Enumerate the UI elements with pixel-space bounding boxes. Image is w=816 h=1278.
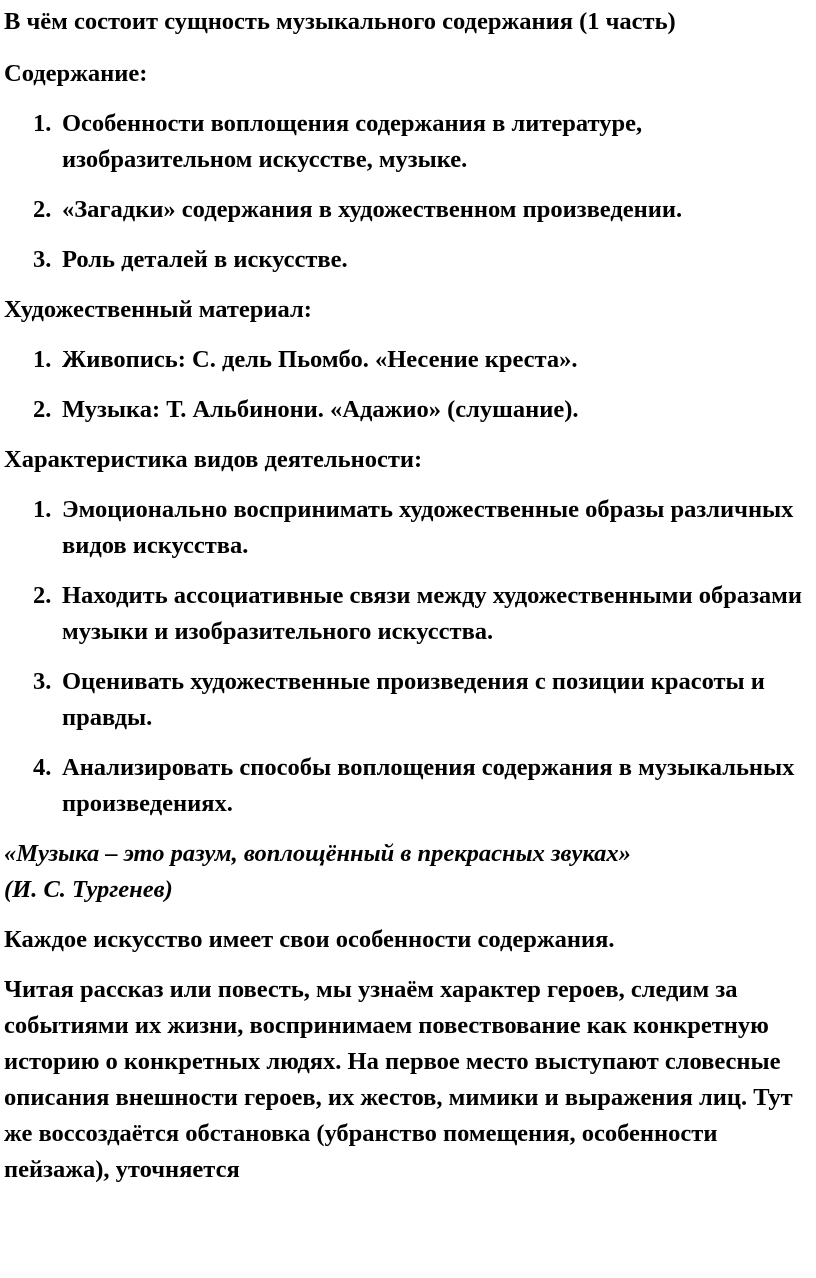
paragraph: Читая рассказ или повесть, мы узнаём характер героев, следим за событиями их жизни, воспринимаем повествование как конкретную историю о конкретных людях. На первое место выступают словесные описания внешности героев, их жестов, мимики и выражения лиц. Тут же воссоздаётся обстановка (убранство помещения, особенности пейзажа), уточняется — [4, 976, 793, 1183]
list-item-text: Особенности воплощения содержания в литературе, изобразительном искусстве, музыке. — [62, 110, 643, 173]
list-item-number: 4. — [33, 754, 52, 781]
list-item-text: Оценивать художественные произведения с позиции красоты и правды. — [62, 668, 765, 731]
contents-heading: Содержание: — [4, 60, 148, 87]
material-list — [4, 342, 810, 428]
list-item-text: Живопись: С. дель Пьомбо. «Несение креста». — [62, 346, 578, 373]
list-item-text: «Загадки» содержания в художественном произведении. — [62, 196, 683, 223]
quote-author: (И. С. Тургенев) — [4, 876, 173, 903]
activities-list — [4, 492, 810, 822]
list-item-text: Музыка: Т. Альбинони. «Адажио» (слушание). — [62, 396, 579, 423]
epigraph-quote — [4, 836, 810, 908]
contents-list — [4, 106, 810, 278]
list-item — [4, 342, 810, 378]
list-item-number: 2. — [33, 196, 52, 223]
list-item-text: Анализировать способы воплощения содержания в музыкальных произведениях. — [62, 754, 795, 817]
list-item-number: 2. — [33, 396, 52, 423]
list-item — [4, 392, 810, 428]
list-item-number: 1. — [33, 346, 52, 373]
activities-heading: Характеристика видов деятельности: — [4, 446, 423, 473]
quote-text: «Музыка – это разум, воплощённый в прекрасных звуках» — [4, 840, 631, 867]
list-item — [4, 106, 810, 178]
list-item — [4, 242, 810, 278]
document-title: В чём состоит сущность музыкального содержания (1 часть) — [4, 8, 676, 35]
list-item — [4, 578, 810, 650]
list-item-number: 3. — [33, 668, 52, 695]
paragraph: Каждое искусство имеет свои особенности содержания. — [4, 926, 615, 953]
list-item-text: Находить ассоциативные связи между художественными образами музыки и изобразительного искусства. — [62, 582, 802, 645]
list-item — [4, 664, 810, 736]
list-item — [4, 750, 810, 822]
list-item-text: Эмоционально воспринимать художественные образы различных видов искусства. — [62, 496, 794, 559]
list-item-number: 1. — [33, 110, 52, 137]
list-item-number: 1. — [33, 496, 52, 523]
list-item — [4, 192, 810, 228]
list-item-number: 2. — [33, 582, 52, 609]
list-item — [4, 492, 810, 564]
list-item-text: Роль деталей в искусстве. — [62, 246, 348, 273]
material-heading: Художественный материал: — [4, 296, 312, 323]
list-item-number: 3. — [33, 246, 52, 273]
